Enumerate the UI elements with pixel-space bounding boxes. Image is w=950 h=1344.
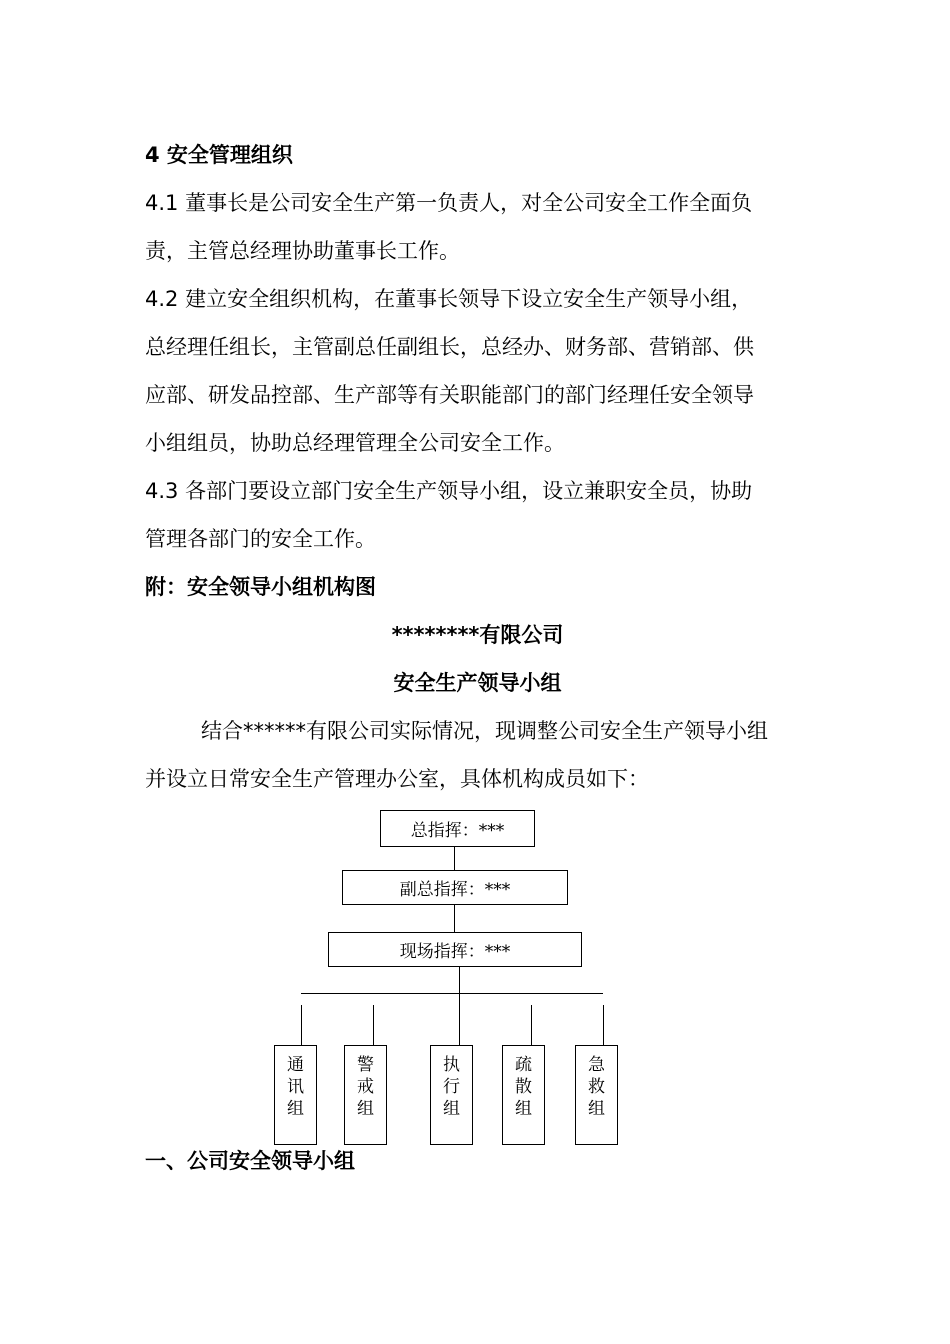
team-char: 组 [588, 1099, 605, 1119]
team-box-communication [274, 1045, 317, 1145]
paragraph-4-2-line-4: 小组组员，协助总经理管理全公司安全工作。 [145, 431, 565, 455]
paragraph-4-1-line-2: 责，主管总经理协助董事长工作。 [145, 239, 460, 263]
company-title: ********有限公司 [391, 623, 564, 647]
intro-line-2: 并设立日常安全生产管理办公室，具体机构成员如下： [145, 767, 649, 791]
team-char: 组 [443, 1099, 460, 1119]
team-char: 执 [443, 1055, 460, 1075]
connector-line [459, 967, 460, 993]
deputy-commander-box: 副总指挥：*** [342, 870, 568, 905]
team-char: 戒 [357, 1077, 374, 1097]
team-char: 警 [357, 1055, 374, 1075]
team-char: 疏 [515, 1055, 532, 1075]
team-char: 行 [443, 1077, 460, 1097]
paragraph-4-2-line-2: 总经理任组长，主管副总任副组长，总经办、财务部、营销部、供 [145, 335, 754, 359]
paragraph-4-3-line-1: 4.3 各部门要设立部门安全生产领导小组，设立兼职安全员，协助 [145, 479, 753, 503]
paragraph-4-2-line-3: 应部、研发品控部、生产部等有关职能部门的部门经理任安全领导 [145, 383, 754, 407]
team-box-evacuation [502, 1045, 545, 1145]
team-char: 组 [287, 1099, 304, 1119]
connector-line [454, 905, 455, 933]
paragraph-4-1-line-1: 4.1 董事长是公司安全生产第一负责人，对全公司安全工作全面负 [145, 191, 753, 215]
team-char: 组 [515, 1099, 532, 1119]
connector-line [373, 1005, 374, 1045]
team-char: 散 [515, 1077, 532, 1097]
appendix-label: 附：安全领导小组机构图 [145, 575, 376, 599]
connector-line [301, 1005, 302, 1045]
section-heading: 4 安全管理组织 [145, 143, 293, 167]
commander-box: 总指挥：*** [380, 810, 535, 847]
team-box-first-aid [575, 1045, 618, 1145]
paragraph-4-2-line-1: 4.2 建立安全组织机构，在董事长领导下设立安全生产领导小组， [145, 287, 753, 311]
team-char: 急 [588, 1055, 605, 1075]
connector-line [603, 1005, 604, 1045]
intro-line-1: 结合******有限公司实际情况，现调整公司安全生产领导小组 [201, 719, 768, 743]
team-box-execution [430, 1045, 473, 1145]
team-box-security [344, 1045, 387, 1145]
connector-line [459, 993, 460, 1045]
team-char: 通 [287, 1055, 304, 1075]
connector-line [531, 1005, 532, 1045]
bottom-heading: 一、公司安全领导小组 [145, 1149, 355, 1173]
branch-bar [301, 993, 603, 994]
group-title: 安全生产领导小组 [393, 671, 562, 695]
field-commander-box: 现场指挥：*** [328, 932, 582, 967]
paragraph-4-3-line-2: 管理各部门的安全工作。 [145, 527, 376, 551]
team-char: 讯 [287, 1077, 304, 1097]
connector-line [454, 847, 455, 871]
team-char: 组 [357, 1099, 374, 1119]
team-char: 救 [588, 1077, 605, 1097]
